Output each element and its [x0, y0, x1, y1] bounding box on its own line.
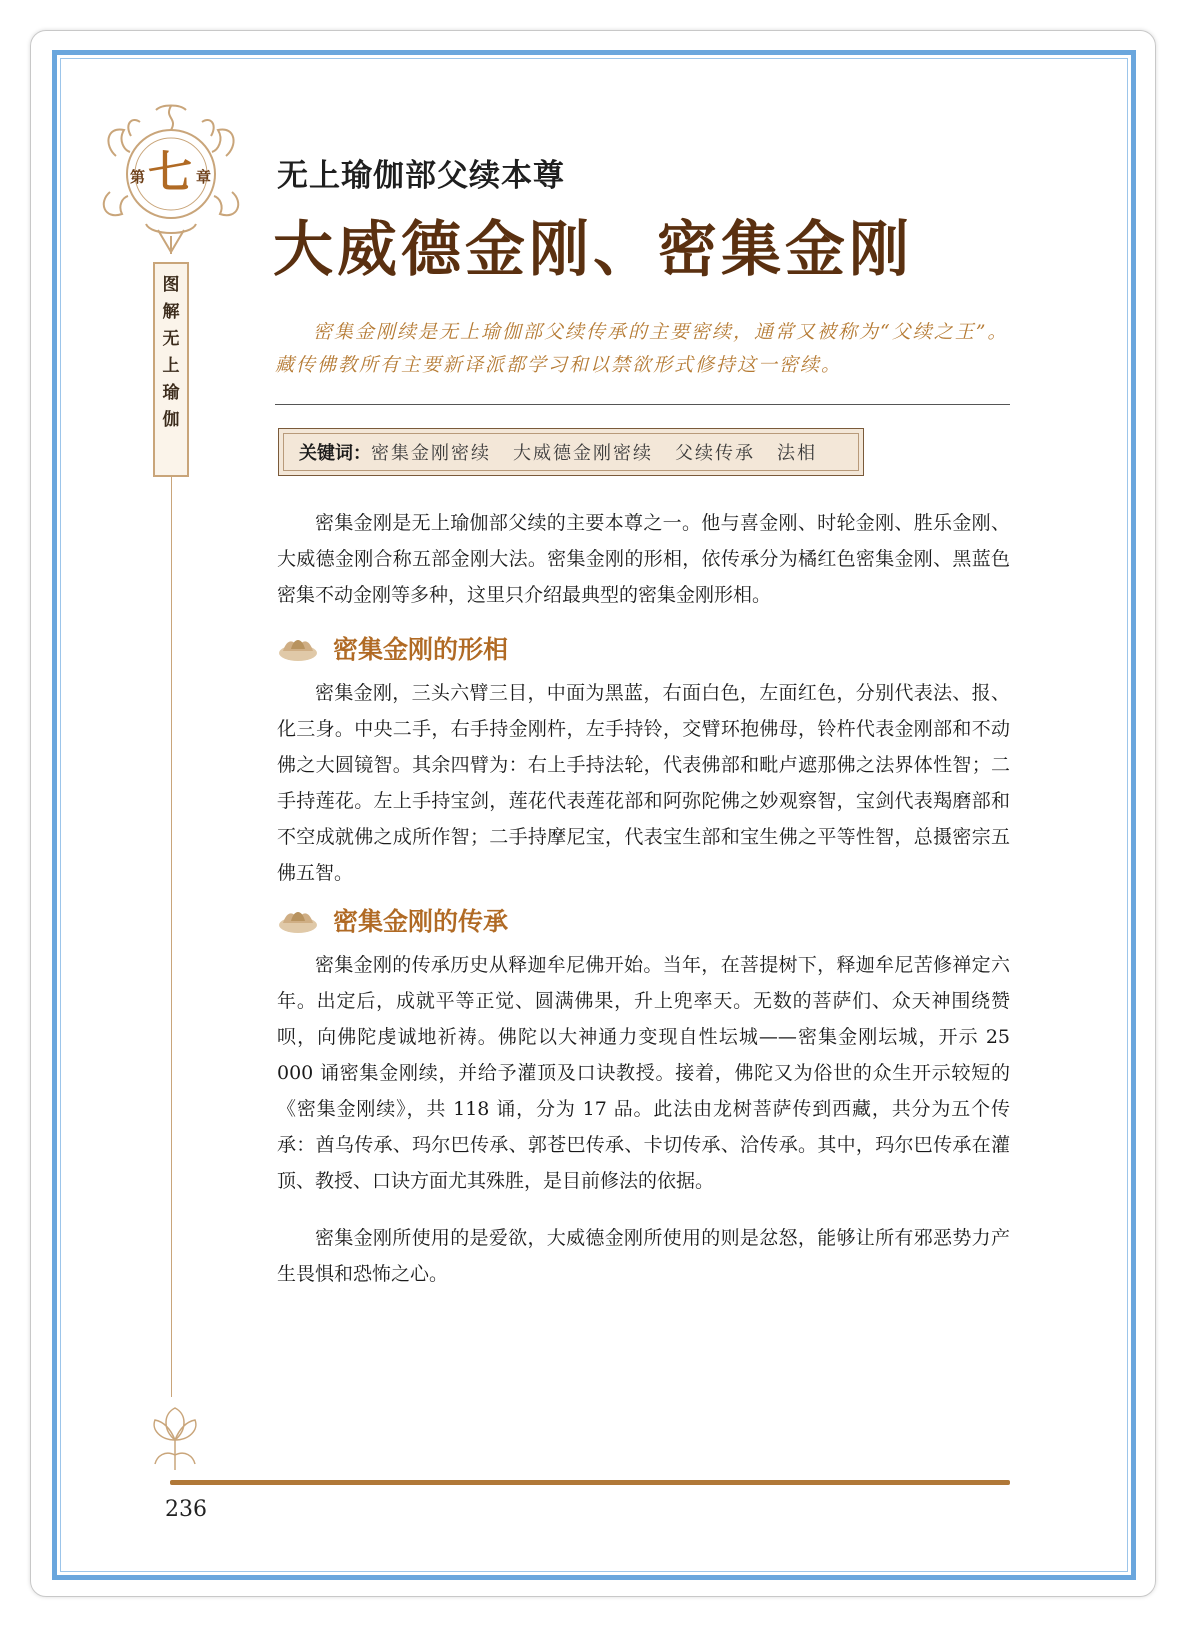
side-tab	[153, 262, 189, 477]
section-heading-2	[277, 902, 508, 938]
bottom-rule	[170, 1480, 1010, 1485]
keyword-item: 父续传承	[675, 443, 755, 464]
lotus-icon	[277, 905, 319, 935]
paragraph-3: 密集金刚的传承历史从释迦牟尼佛开始。当年，在菩提树下，释迦牟尼苦修禅定六年。出定后，成就平等正觉、圆满佛果，升上兜率天。无数的菩萨们、众天神围绕赞呗，向佛陀虔诚地祈祷。佛陀以大神通力变现自性坛城——密集金刚坛城，开示 25 000 诵密集金刚续，并给予灌顶及口诀教授。接着，佛陀又为俗世的众生开示较短的《密集金刚续》，共 118 诵，分为 17 品。此法由龙树菩萨传到西藏，共分为五个传承：酋乌传承、玛尔巴传承、郭苍巴传承、卡切传承、洽传承。其中，玛尔巴传承在灌顶、教授、口诀方面尤其殊胜，是目前修法的依据。	[277, 954, 1010, 1192]
page-subtitle: 无上瑜伽部父续本尊	[277, 158, 565, 194]
side-tab-char: 瑜	[162, 383, 180, 403]
keyword-item: 密集金刚密续	[371, 443, 491, 464]
paragraph-4: 密集金刚所使用的是爱欲，大威德金刚所使用的则是忿怒，能够让所有邪恶势力产生畏惧和恐怖之心。	[277, 1227, 1010, 1285]
side-tab-char: 上	[162, 356, 180, 376]
side-tab-char: 解	[162, 302, 180, 322]
page-number: 236	[165, 1497, 207, 1522]
keywords-box	[278, 428, 864, 476]
side-tab-char: 图	[162, 275, 180, 295]
section-heading-text: 密集金刚的传承	[333, 907, 509, 936]
paragraph-1: 密集金刚是无上瑜伽部父续的主要本尊之一。他与喜金刚、时轮金刚、胜乐金刚、大威德金刚合称五部金刚大法。密集金刚的形相，依传承分为橘红色密集金刚、黑蓝色密集不动金刚等多种，这里只介绍最典型的密集金刚形相。	[277, 512, 1010, 606]
keywords-label: 关键词：	[299, 443, 371, 464]
keyword-item: 法相	[777, 443, 817, 464]
section-heading-text: 密集金刚的形相	[333, 635, 509, 664]
section-heading-1	[277, 630, 508, 666]
keyword-item: 大威德金刚密续	[513, 443, 653, 464]
chapter-number: 七	[148, 147, 192, 198]
side-tab-char: 无	[162, 329, 180, 349]
lotus-icon	[277, 633, 319, 663]
flower-ornament-icon	[145, 1400, 205, 1475]
intro-text: 密集金刚续是无上瑜伽部父续传承的主要密续，通常又被称为“父续之王”。藏传佛教所有主要新译派都学习和以禁欲形式修持这一密续。	[275, 321, 1009, 376]
divider	[275, 404, 1010, 405]
page-title: 大威德金刚、密集金刚	[273, 215, 913, 285]
side-tab-char: 伽	[162, 410, 180, 430]
paragraph-2: 密集金刚，三头六臂三目，中面为黑蓝，右面白色，左面红色，分别代表法、报、化三身。中央二手，右手持金刚杵，左手持铃，交臂环抱佛母，铃杵代表金刚部和不动佛之大圆镜智。其余四臂为：右上手持法轮，代表佛部和毗卢遮那佛之法界体性智；二手持莲花。左上手持宝剑，莲花代表莲花部和阿弥陀佛之妙观察智，宝剑代表羯磨部和不空成就佛之成所作智；二手持摩尼宝，代表宝生部和宝生佛之平等性智，总摄密宗五佛五智。	[277, 682, 1010, 884]
chapter-prefix: 第	[130, 168, 146, 186]
chapter-suffix: 章	[196, 168, 212, 186]
chapter-emblem	[96, 96, 246, 256]
side-line	[171, 477, 172, 1397]
